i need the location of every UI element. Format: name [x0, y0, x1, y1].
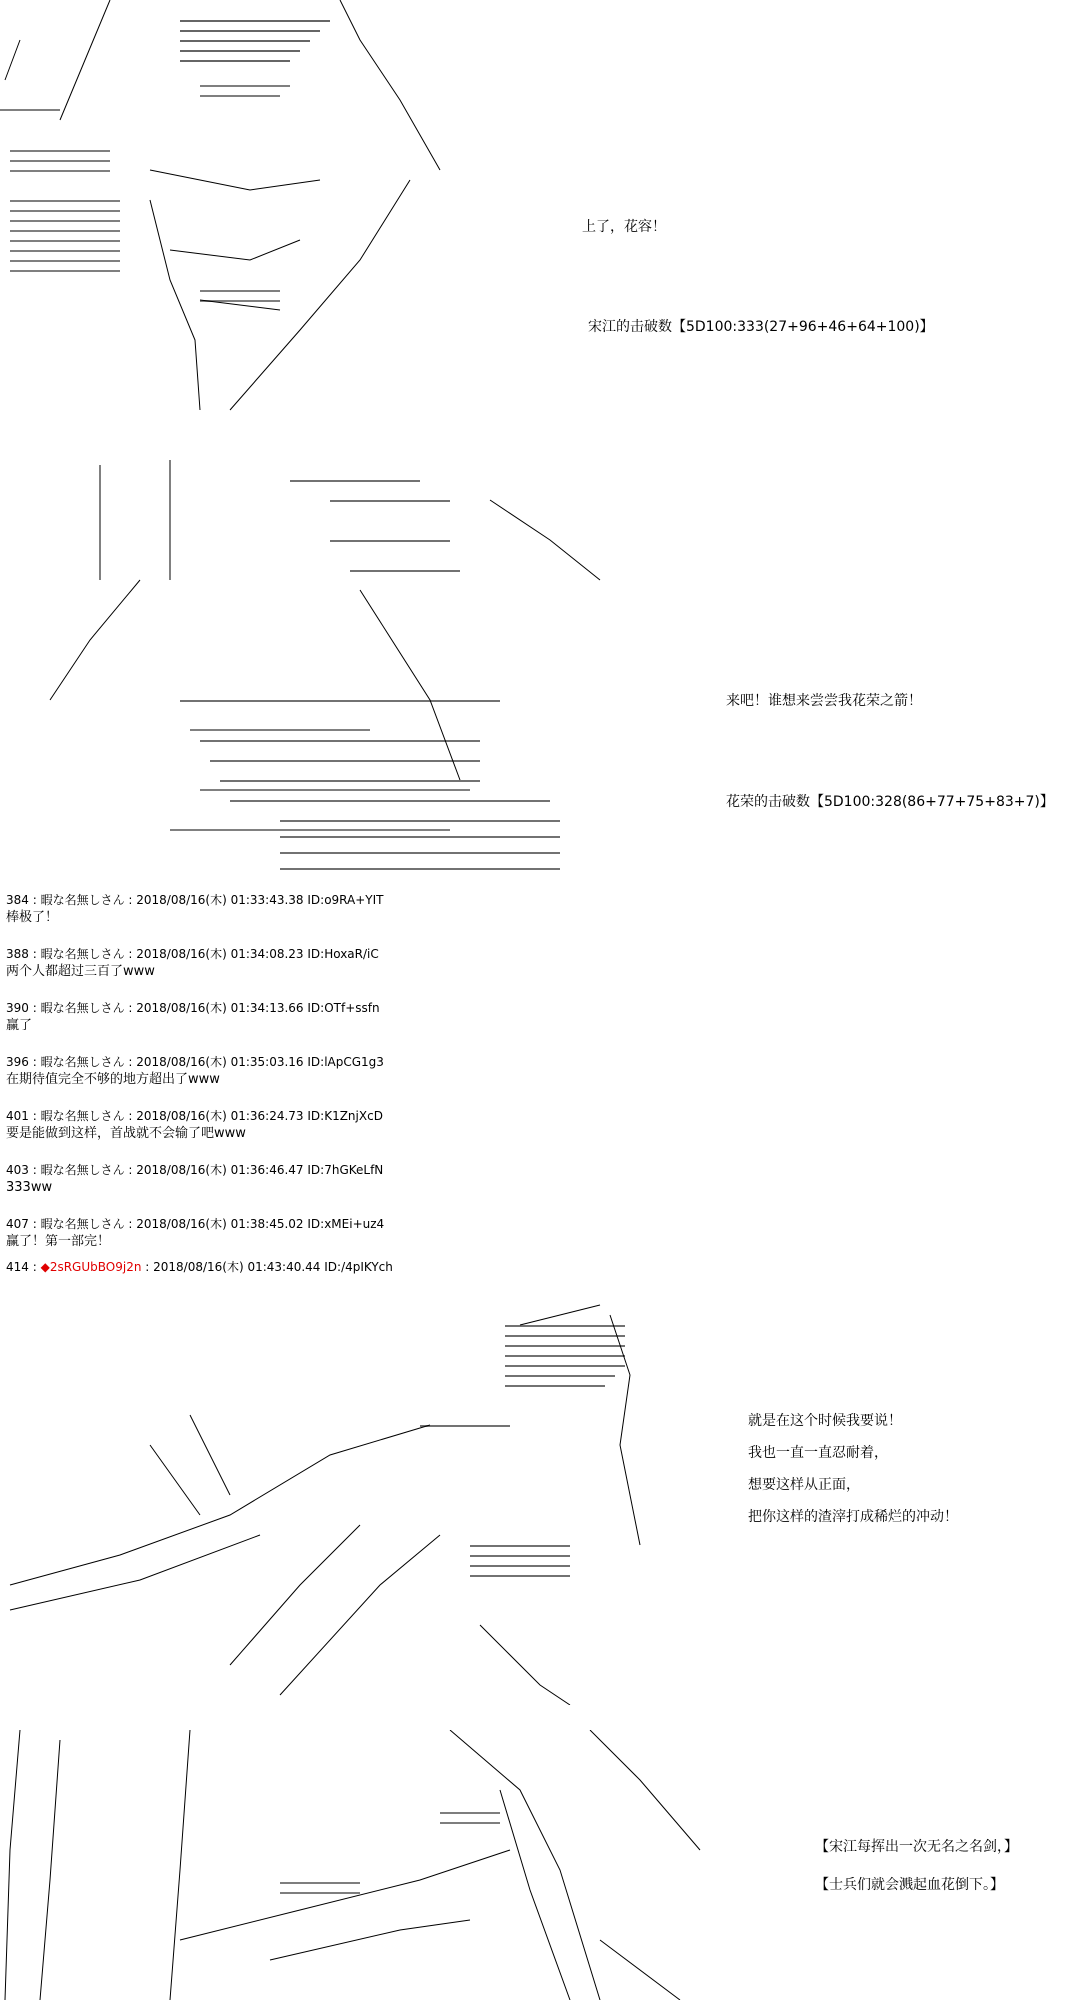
- post-header: 407 : 暇な名無しさん : 2018/08/16(木) 01:38:45.02 ID:xMEi+uz4: [6, 1217, 385, 1231]
- post-header: 403 : 暇な名無しさん : 2018/08/16(木) 01:36:46.47 ID:7hGKeLfN: [6, 1163, 384, 1177]
- ascii-art-punch: [0, 1285, 680, 1705]
- panel2-caption-2: 花荣的击破数【5D100:328(86+77+75+83+7)】: [726, 794, 1054, 810]
- post-body: 赢了！第一部完！: [6, 1234, 111, 1249]
- post-403: [6, 1162, 383, 1196]
- panel4-caption-1: 【宋江每挥出一次无名之名剑，】: [815, 1839, 1018, 1855]
- author-tripcode: 2sRGUbBO9j2n: [49, 1260, 142, 1274]
- post-meta: : 2018/08/16(木) 01:43:40.44 ID:/4pIKYch: [141, 1260, 393, 1274]
- post-396: [6, 1054, 384, 1088]
- panel1-caption-2: 宋江的击破数【5D100:333(27+96+46+64+100)】: [588, 319, 934, 335]
- panel4-caption-2: 【士兵们就会溅起血花倒下。】: [815, 1877, 1004, 1893]
- dialogue-line: 把你这样的渣滓打成稀烂的冲动！: [748, 1509, 958, 1525]
- post-390: [6, 1000, 380, 1034]
- post-header: 390 : 暇な名無しさん : 2018/08/16(木) 01:34:13.66 ID:OTf+ssfn: [6, 1001, 380, 1015]
- dialogue-line: 就是在这个时候我要说！: [748, 1413, 902, 1429]
- trip-diamond-icon: ◆: [40, 1260, 50, 1274]
- post-number: 414 :: [6, 1260, 37, 1274]
- post-388: [6, 946, 379, 980]
- post-384: [6, 892, 384, 926]
- dialogue-line: 想要这样从正面，: [748, 1477, 860, 1493]
- post-header: 384 : 暇な名無しさん : 2018/08/16(木) 01:33:43.38 ID:o9RA+YIT: [6, 893, 384, 907]
- post-body: 赢了: [6, 1018, 33, 1033]
- panel2-caption-1: 来吧！谁想来尝尝我花荣之箭！: [726, 693, 922, 709]
- panel1-caption-1: 上了，花容！: [582, 219, 666, 235]
- ascii-art-soldiers: [0, 1730, 760, 2000]
- post-body: 333ww: [6, 1180, 53, 1195]
- post-header: 388 : 暇な名無しさん : 2018/08/16(木) 01:34:08.23 ID:HoxaR/iC: [6, 947, 379, 961]
- panel3-dialogue: [748, 1405, 958, 1533]
- ascii-art-archer: [30, 460, 630, 880]
- post-header: 396 : 暇な名無しさん : 2018/08/16(木) 01:35:03.16 ID:lApCG1g3: [6, 1055, 384, 1069]
- dialogue-line: 我也一直一直忍耐着，: [748, 1445, 888, 1461]
- post-body: 两个人都超过三百了www: [6, 964, 155, 979]
- post-header: 401 : 暇な名無しさん : 2018/08/16(木) 01:36:24.73 ID:K1ZnjXcD: [6, 1109, 383, 1123]
- post-body: 要是能做到这样，首战就不会输了吧www: [6, 1126, 246, 1141]
- post-407: [6, 1216, 384, 1250]
- post-401: [6, 1108, 383, 1142]
- ascii-art-face: [0, 0, 460, 420]
- post-body: 棒极了！: [6, 910, 59, 925]
- author-post-414: [6, 1259, 393, 1276]
- post-body: 在期待值完全不够的地方超出了www: [6, 1072, 220, 1087]
